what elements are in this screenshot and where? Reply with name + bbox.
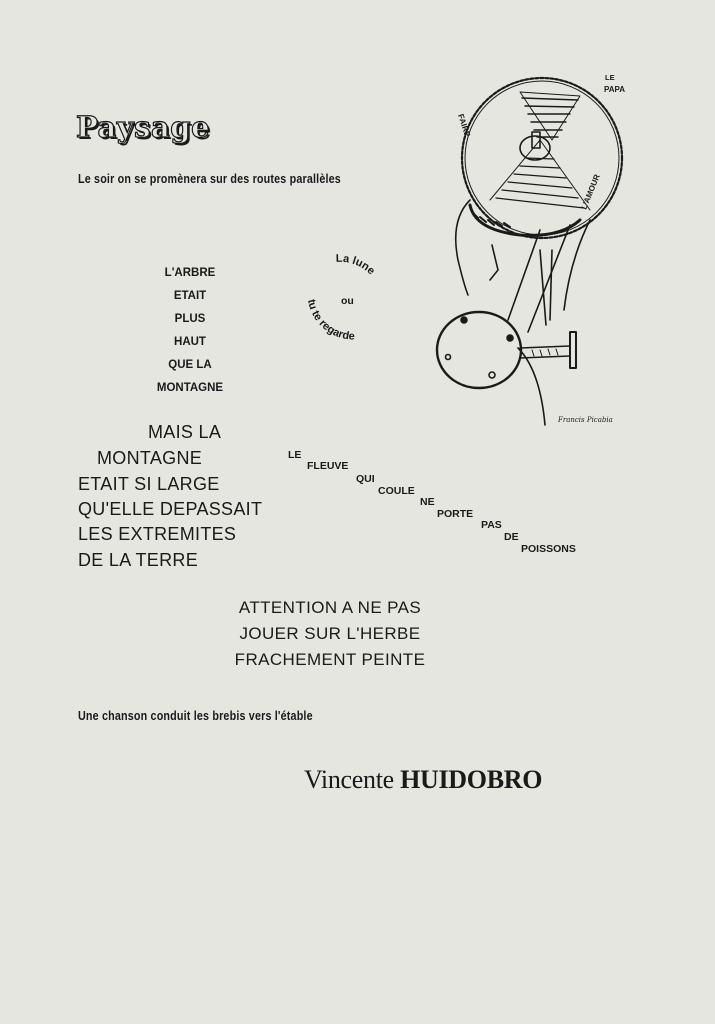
mountain-line: MONTAGNE <box>97 448 203 468</box>
river-word: PORTE <box>437 508 474 520</box>
mountain-line: DE LA TERRE <box>78 550 199 570</box>
page-title: Paysage <box>76 110 211 144</box>
attention-line: JOUER SUR L'HERBE <box>239 624 421 643</box>
tree-line: MONTAGNE <box>156 382 224 394</box>
machine-drawing <box>430 70 660 435</box>
moon-poem-circle <box>296 248 406 363</box>
author-name <box>304 765 542 795</box>
tree-line: PLUS <box>174 313 206 325</box>
river-word: PAS <box>481 519 502 531</box>
moon-line-3: tu te regarde <box>305 298 356 343</box>
river-word: NE <box>420 496 435 508</box>
river-word: COULE <box>378 485 415 497</box>
mountain-line: QU'ELLE DEPASSAIT <box>78 499 263 519</box>
author-first-name: Vincente <box>304 765 394 794</box>
label-papa: LE <box>605 73 615 82</box>
author-last-name: HUIDOBRO <box>400 765 543 794</box>
signature: Francis Picabia <box>558 416 613 424</box>
label-amour: L'AMOUR <box>579 173 602 211</box>
tree-line: L'ARBRE <box>164 267 216 279</box>
river-word: LE <box>288 449 302 461</box>
label-faire: FAIRE <box>456 112 472 139</box>
subtitle: Le soir on se promènera sur des routes parallèles <box>78 172 341 186</box>
label-papa-2: PAPA <box>604 85 626 94</box>
moon-line-2: ou <box>341 295 354 307</box>
mountain-line: LES EXTREMITES <box>78 524 237 544</box>
moon-line-1: La lune <box>335 252 378 278</box>
mountain-line: ETAIT SI LARGE <box>78 474 220 494</box>
river-word: DE <box>504 531 519 543</box>
tree-line: QUE LA <box>168 359 212 371</box>
tree-line: ETAIT <box>173 290 207 302</box>
attention-line: ATTENTION A NE PAS <box>238 598 422 617</box>
tree-poem-column <box>150 262 230 400</box>
mountain-line: MAIS LA <box>148 422 222 442</box>
river-word: POISSONS <box>521 543 576 555</box>
river-word: FLEUVE <box>307 460 349 472</box>
attention-line: FRACHEMENT PEINTE <box>234 650 426 669</box>
closing-line: Une chanson conduit les brebis vers l'étable <box>78 709 313 723</box>
tree-line: HAUT <box>174 336 206 348</box>
river-word: QUI <box>356 473 375 485</box>
machine-disc <box>437 312 521 388</box>
attention-stanza <box>200 595 460 673</box>
